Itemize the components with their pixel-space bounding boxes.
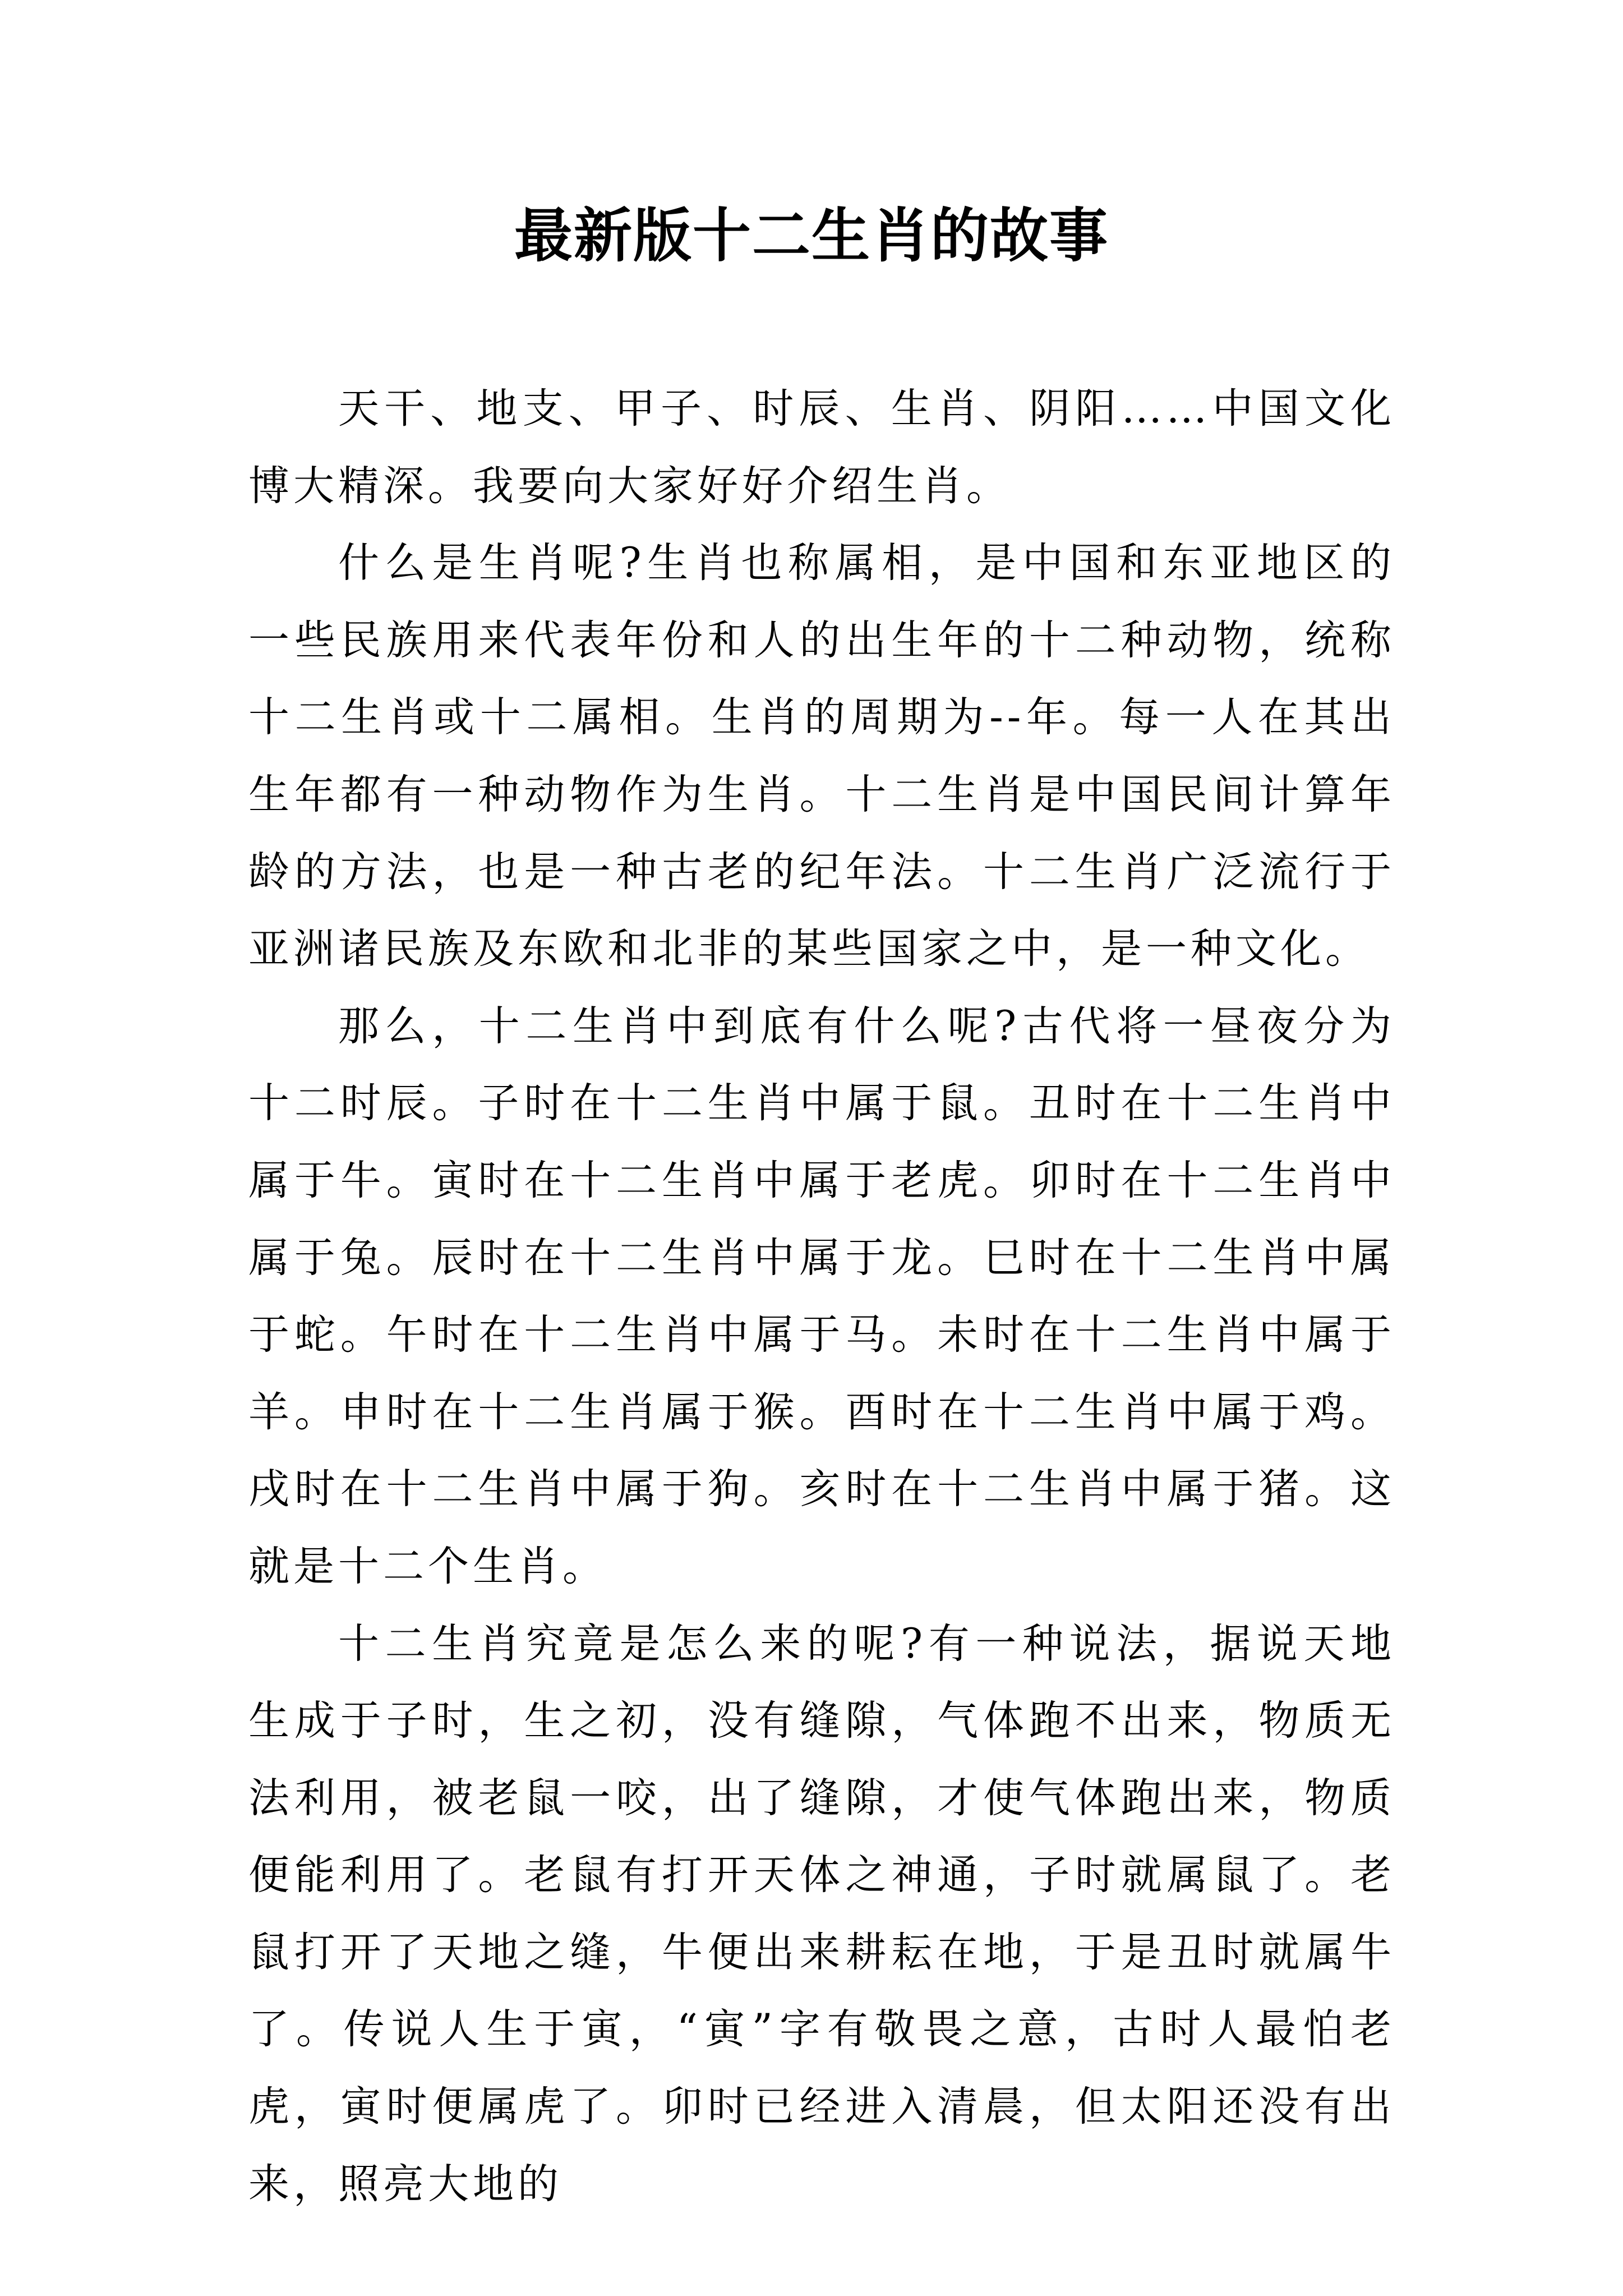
paragraph-twelve-hours: 那么，十二生肖中到底有什么呢?古代将一昼夜分为十二时辰。子时在十二生肖中属于鼠。丑时在十二生肖中属于牛。寅时在十二生肖中属于老虎。卯时在十二生肖中属于兔。辰时在十二生肖中属于龙。巳时在十二生肖中属于蛇。午时在十二生肖中属于马。未时在十二生肖中属于羊。申时在十二生肖属于猴。酉时在十二生肖中属于鸡。戌时在十二生肖中属于狗。亥时在十二生肖中属于猪。这就是十二个生肖。 — [248, 1002, 1395, 1590]
paragraph-origin-story: 十二生肖究竟是怎么来的呢?有一种说法，据说天地生成于子时，生之初，没有缝隙，气体跑不出来，物质无法利用，被老鼠一咬，出了缝隙，才使气体跑出来，物质便能利用了。老鼠有打开天体之神通，子时就属鼠了。老鼠打开了天地之缝，牛便出来耕耘在地，于是丑时就属牛了。传说人生于寅，“寅”字有敬畏之意，古时人最怕老虎，寅时便属虎了。卯时已经进入清晨，但太阳还没有出来，照亮大地的 — [248, 1619, 1395, 2208]
paragraph-what-is-shengxiao: 什么是生肖呢?生肖也称属相，是中国和东亚地区的一些民族用来代表年份和人的出生年的十二种动物，统称十二生肖或十二属相。生肖的周期为--年。每一人在其出生年都有一种动物作为生肖。十二生肖是中国民间计算年龄的方法，也是一种古老的纪年法。十二生肖广泛流行于亚洲诸民族及东欧和北非的某些国家之中，是一种文化。 — [248, 539, 1395, 973]
paragraph-intro: 天干、地支、甲子、时辰、生肖、阴阳……中国文化博大精深。我要向大家好好介绍生肖。 — [248, 385, 1395, 510]
document-title: 最新版十二生肖的故事 — [514, 201, 1109, 270]
document-body — [248, 370, 1395, 2223]
